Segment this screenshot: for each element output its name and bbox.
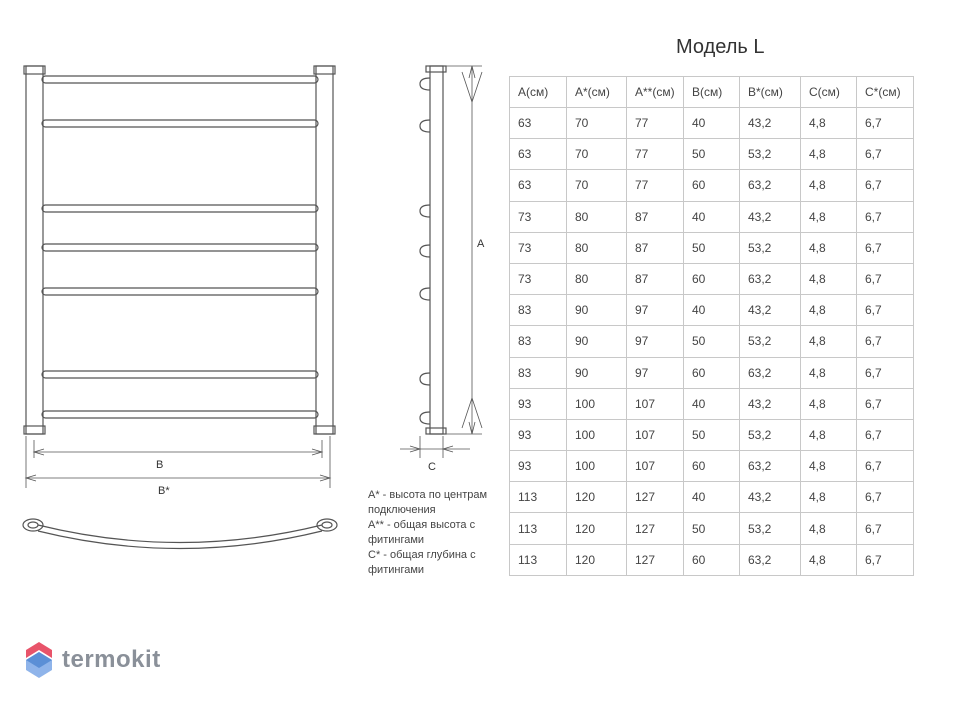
table-row (510, 388, 914, 419)
table-cell: 6,7 (857, 513, 914, 544)
table-cell: 87 (627, 201, 684, 232)
table-row (510, 482, 914, 513)
table-row (510, 201, 914, 232)
table-cell: 107 (627, 451, 684, 482)
table-row (510, 295, 914, 326)
table-cell: 4,8 (801, 139, 857, 170)
table-row (510, 232, 914, 263)
table-cell: 113 (510, 544, 567, 575)
table-cell: 73 (510, 232, 567, 263)
table-cell: 40 (684, 388, 740, 419)
logo-text: termokit (62, 646, 161, 673)
table-cell: 6,7 (857, 326, 914, 357)
table-cell: 4,8 (801, 451, 857, 482)
table-cell: 127 (627, 544, 684, 575)
table-cell: 90 (567, 295, 627, 326)
table-cell: 90 (567, 357, 627, 388)
table-cell: 63 (510, 108, 567, 139)
table-cell: 4,8 (801, 513, 857, 544)
table-cell: 50 (684, 326, 740, 357)
table-cell: 97 (627, 295, 684, 326)
label-b: B (156, 459, 164, 471)
table-cell: 100 (567, 451, 627, 482)
table-cell: 6,7 (857, 544, 914, 575)
table-cell: 60 (684, 263, 740, 294)
table-cell: 50 (684, 513, 740, 544)
table-cell: 107 (627, 419, 684, 450)
table-cell: 97 (627, 357, 684, 388)
table-cell: 63,2 (740, 263, 801, 294)
table-cell: 77 (627, 139, 684, 170)
table-cell: 43,2 (740, 201, 801, 232)
table-row (510, 108, 914, 139)
table-cell: 63,2 (740, 544, 801, 575)
table-cell: 77 (627, 170, 684, 201)
table-cell: 6,7 (857, 170, 914, 201)
label-c: C (428, 461, 436, 473)
header-a-star: A*(см) (567, 77, 627, 108)
note-a-star: A* - высота по центрам подключения (368, 489, 488, 516)
table-cell: 4,8 (801, 232, 857, 263)
table-cell: 4,8 (801, 357, 857, 388)
table-cell: 93 (510, 419, 567, 450)
table-cell: 63 (510, 170, 567, 201)
table-cell: 6,7 (857, 419, 914, 450)
table-cell: 100 (567, 419, 627, 450)
table-cell: 6,7 (857, 232, 914, 263)
height-dimension (443, 66, 482, 434)
table-cell: 4,8 (801, 295, 857, 326)
table-cell: 80 (567, 263, 627, 294)
table-cell: 6,7 (857, 263, 914, 294)
table-cell: 127 (627, 482, 684, 513)
table-cell: 53,2 (740, 326, 801, 357)
table-cell: 4,8 (801, 108, 857, 139)
table-cell: 6,7 (857, 139, 914, 170)
table-cell: 93 (510, 451, 567, 482)
table-cell: 4,8 (801, 326, 857, 357)
table-cell: 83 (510, 326, 567, 357)
table-cell: 80 (567, 232, 627, 263)
table-cell: 40 (684, 482, 740, 513)
table-cell: 73 (510, 263, 567, 294)
front-view (24, 66, 335, 434)
table-cell: 127 (627, 513, 684, 544)
table-cell: 40 (684, 201, 740, 232)
table-cell: 50 (684, 419, 740, 450)
table-cell: 93 (510, 388, 567, 419)
table-cell: 100 (567, 388, 627, 419)
table-row (510, 326, 914, 357)
table-cell: 113 (510, 482, 567, 513)
table-cell: 70 (567, 170, 627, 201)
table-cell: 77 (627, 108, 684, 139)
depth-dimension (400, 436, 470, 458)
table-row (510, 357, 914, 388)
dimensions-table (509, 76, 914, 576)
table-cell: 63,2 (740, 170, 801, 201)
table-row (510, 451, 914, 482)
table-cell: 120 (567, 544, 627, 575)
header-b-star: B*(см) (740, 77, 801, 108)
table-cell: 120 (567, 482, 627, 513)
table-row (510, 544, 914, 575)
table-cell: 63 (510, 139, 567, 170)
table-cell: 53,2 (740, 513, 801, 544)
label-b-star: B* (158, 485, 170, 497)
table-cell: 40 (684, 108, 740, 139)
table-cell: 50 (684, 139, 740, 170)
table-cell: 6,7 (857, 388, 914, 419)
table-cell: 50 (684, 232, 740, 263)
header-a: A(см) (510, 77, 567, 108)
header-c: C(см) (801, 77, 857, 108)
table-cell: 90 (567, 326, 627, 357)
table-cell: 43,2 (740, 482, 801, 513)
table-cell: 53,2 (740, 232, 801, 263)
table-cell: 63,2 (740, 451, 801, 482)
termokit-logo-icon (24, 640, 54, 680)
notes (368, 488, 503, 578)
table-cell: 60 (684, 451, 740, 482)
table-cell: 53,2 (740, 139, 801, 170)
table-cell: 43,2 (740, 388, 801, 419)
side-view (420, 66, 446, 434)
table-cell: 6,7 (857, 482, 914, 513)
table-cell: 4,8 (801, 263, 857, 294)
table-cell: 70 (567, 108, 627, 139)
table-cell: 83 (510, 357, 567, 388)
table-row (510, 170, 914, 201)
table-cell: 6,7 (857, 451, 914, 482)
table-cell: 70 (567, 139, 627, 170)
table-cell: 80 (567, 201, 627, 232)
table-cell: 4,8 (801, 201, 857, 232)
table-cell: 4,8 (801, 388, 857, 419)
table-cell: 87 (627, 232, 684, 263)
table-cell: 107 (627, 388, 684, 419)
table-cell: 60 (684, 357, 740, 388)
table-cell: 4,8 (801, 482, 857, 513)
table-cell: 43,2 (740, 295, 801, 326)
table-cell: 4,8 (801, 170, 857, 201)
table-cell: 4,8 (801, 419, 857, 450)
table-cell: 6,7 (857, 201, 914, 232)
table-cell: 6,7 (857, 357, 914, 388)
table-row (510, 139, 914, 170)
top-view (23, 519, 337, 549)
table-cell: 113 (510, 513, 567, 544)
model-title: Модель L (676, 36, 765, 58)
table-cell: 60 (684, 170, 740, 201)
header-a-star-star: A**(см) (627, 77, 684, 108)
note-c-star: C* - общая глубина с фитингами (368, 549, 476, 576)
label-a: A (477, 238, 485, 250)
table-cell: 120 (567, 513, 627, 544)
table-cell: 63,2 (740, 357, 801, 388)
header-c-star: C*(см) (857, 77, 914, 108)
table-row (510, 419, 914, 450)
table-header-row (510, 77, 914, 108)
table-row (510, 263, 914, 294)
note-a-star-star: A** - общая высота с фитингами (368, 519, 476, 546)
width-dimensions (26, 436, 330, 488)
table-cell: 83 (510, 295, 567, 326)
table-cell: 43,2 (740, 108, 801, 139)
table-row (510, 513, 914, 544)
table-cell: 97 (627, 326, 684, 357)
table-cell: 40 (684, 295, 740, 326)
table-cell: 4,8 (801, 544, 857, 575)
table-cell: 73 (510, 201, 567, 232)
table-cell: 6,7 (857, 108, 914, 139)
table-cell: 53,2 (740, 419, 801, 450)
header-b: B(см) (684, 77, 740, 108)
table-cell: 60 (684, 544, 740, 575)
table-cell: 87 (627, 263, 684, 294)
table-cell: 6,7 (857, 295, 914, 326)
